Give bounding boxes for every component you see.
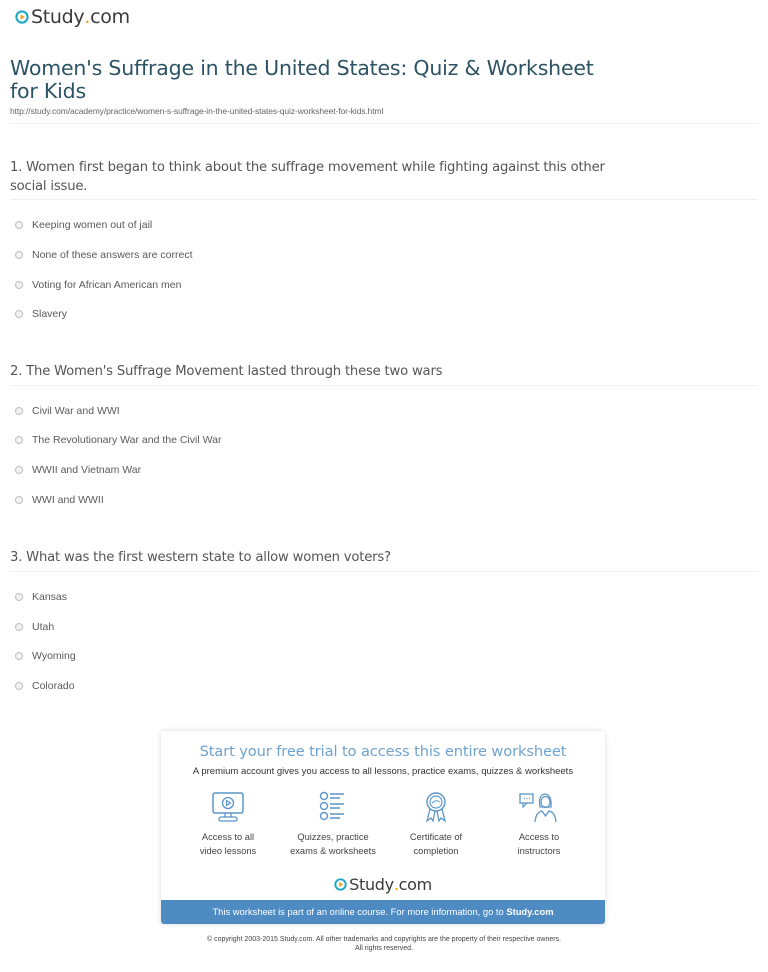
option-label: Wyoming bbox=[32, 650, 76, 662]
study-link[interactable]: Study.com bbox=[506, 906, 554, 917]
feature-label-line1: Access to all bbox=[201, 832, 255, 842]
video-monitor-icon bbox=[211, 791, 245, 823]
radio-button[interactable] bbox=[15, 652, 23, 660]
feature-quizzes bbox=[278, 791, 388, 858]
feature-label-line2: instructors bbox=[517, 845, 561, 856]
feature-label-line2: video lessons bbox=[199, 845, 257, 856]
certificate-ribbon-icon bbox=[419, 791, 453, 823]
answer-option[interactable] bbox=[15, 308, 67, 320]
option-label: Kansas bbox=[32, 591, 68, 603]
divider bbox=[10, 571, 758, 572]
instructor-chat-icon bbox=[519, 791, 559, 823]
option-label: WWII and Vietnam War bbox=[32, 464, 142, 476]
divider bbox=[10, 385, 758, 386]
logo-dot: . bbox=[393, 875, 399, 894]
feature-label-line1: Quizzes, practice bbox=[297, 832, 369, 842]
feature-certificate bbox=[381, 791, 491, 858]
option-label: WWI and WWII bbox=[32, 494, 104, 506]
question-1: 1. Women first began to think about the suffrage movement while fighting against this other social issue. bbox=[10, 160, 605, 194]
study-logo[interactable] bbox=[15, 6, 130, 28]
radio-button[interactable] bbox=[15, 407, 23, 415]
option-label: The Revolutionary War and the Civil War bbox=[32, 434, 222, 446]
copyright-line2: All rights reserved. bbox=[355, 945, 413, 952]
option-label: Utah bbox=[32, 621, 55, 633]
radio-button[interactable] bbox=[15, 496, 23, 504]
logo-tld: com bbox=[90, 6, 130, 28]
feature-label-line2: completion bbox=[413, 845, 459, 856]
copyright-line1: © copyright 2003-2015 Study.com. All other trademarks and copyrights are the property of their respective owners. bbox=[206, 936, 562, 943]
free-trial-promo bbox=[161, 731, 605, 924]
promo-subheadline: A premium account gives you access to all lessons, practice exams, quizzes & worksheets bbox=[192, 766, 574, 777]
radio-button[interactable] bbox=[15, 682, 23, 690]
answer-option[interactable] bbox=[15, 621, 54, 633]
answer-option[interactable] bbox=[15, 219, 152, 231]
feature-video-lessons bbox=[173, 791, 283, 858]
logo-tld: com bbox=[398, 875, 432, 894]
option-label: Slavery bbox=[32, 308, 68, 320]
promo-study-logo[interactable] bbox=[161, 875, 605, 894]
divider bbox=[10, 199, 758, 200]
option-label: Colorado bbox=[32, 680, 75, 692]
option-label: Keeping women out of jail bbox=[32, 219, 153, 231]
logo-name: Study bbox=[349, 875, 394, 894]
answer-option[interactable] bbox=[15, 494, 104, 506]
logo-dot: . bbox=[84, 6, 91, 28]
answer-option[interactable] bbox=[15, 434, 221, 446]
answer-option[interactable] bbox=[15, 464, 141, 476]
page-title: Women's Suffrage in the United States: Quiz & Worksheet for Kids bbox=[10, 56, 594, 103]
question-2: 2. The Women's Suffrage Movement lasted through these two wars bbox=[10, 364, 443, 379]
radio-button[interactable] bbox=[15, 593, 23, 601]
play-circle-icon bbox=[334, 878, 347, 891]
question-3: 3. What was the first western state to allow women voters? bbox=[10, 550, 391, 565]
feature-instructors bbox=[484, 791, 594, 858]
divider bbox=[10, 123, 758, 124]
option-label: Civil War and WWI bbox=[32, 405, 120, 417]
radio-button[interactable] bbox=[15, 466, 23, 474]
radio-button[interactable] bbox=[15, 251, 23, 259]
radio-button[interactable] bbox=[15, 221, 23, 229]
logo-name: Study bbox=[31, 6, 85, 28]
course-info-text: This worksheet is part of an online course. For more information, go to bbox=[212, 906, 507, 917]
radio-button[interactable] bbox=[15, 623, 23, 631]
option-label: Voting for African American men bbox=[32, 279, 182, 291]
feature-label-line1: Access to bbox=[518, 832, 560, 842]
radio-button[interactable] bbox=[15, 281, 23, 289]
answer-option[interactable] bbox=[15, 650, 76, 662]
radio-button[interactable] bbox=[15, 310, 23, 318]
play-circle-icon bbox=[15, 10, 29, 24]
answer-option[interactable] bbox=[15, 249, 193, 261]
answer-option[interactable] bbox=[15, 405, 120, 417]
answer-option[interactable] bbox=[15, 591, 67, 603]
radio-button[interactable] bbox=[15, 436, 23, 444]
quiz-list-icon bbox=[316, 791, 350, 823]
promo-headline[interactable]: Start your free trial to access this entire worksheet bbox=[199, 743, 567, 760]
answer-option[interactable] bbox=[15, 279, 181, 291]
answer-option[interactable] bbox=[15, 680, 75, 692]
copyright-notice bbox=[0, 935, 768, 953]
feature-label-line1: Certificate of bbox=[409, 832, 463, 842]
page-url[interactable]: http://study.com/academy/practice/women-s-suffrage-in-the-united-states-quiz-worksheet-for-kids.html bbox=[10, 106, 384, 116]
option-label: None of these answers are correct bbox=[32, 249, 193, 261]
course-info-bar bbox=[161, 900, 605, 924]
feature-label-line2: exams & worksheets bbox=[290, 845, 376, 856]
